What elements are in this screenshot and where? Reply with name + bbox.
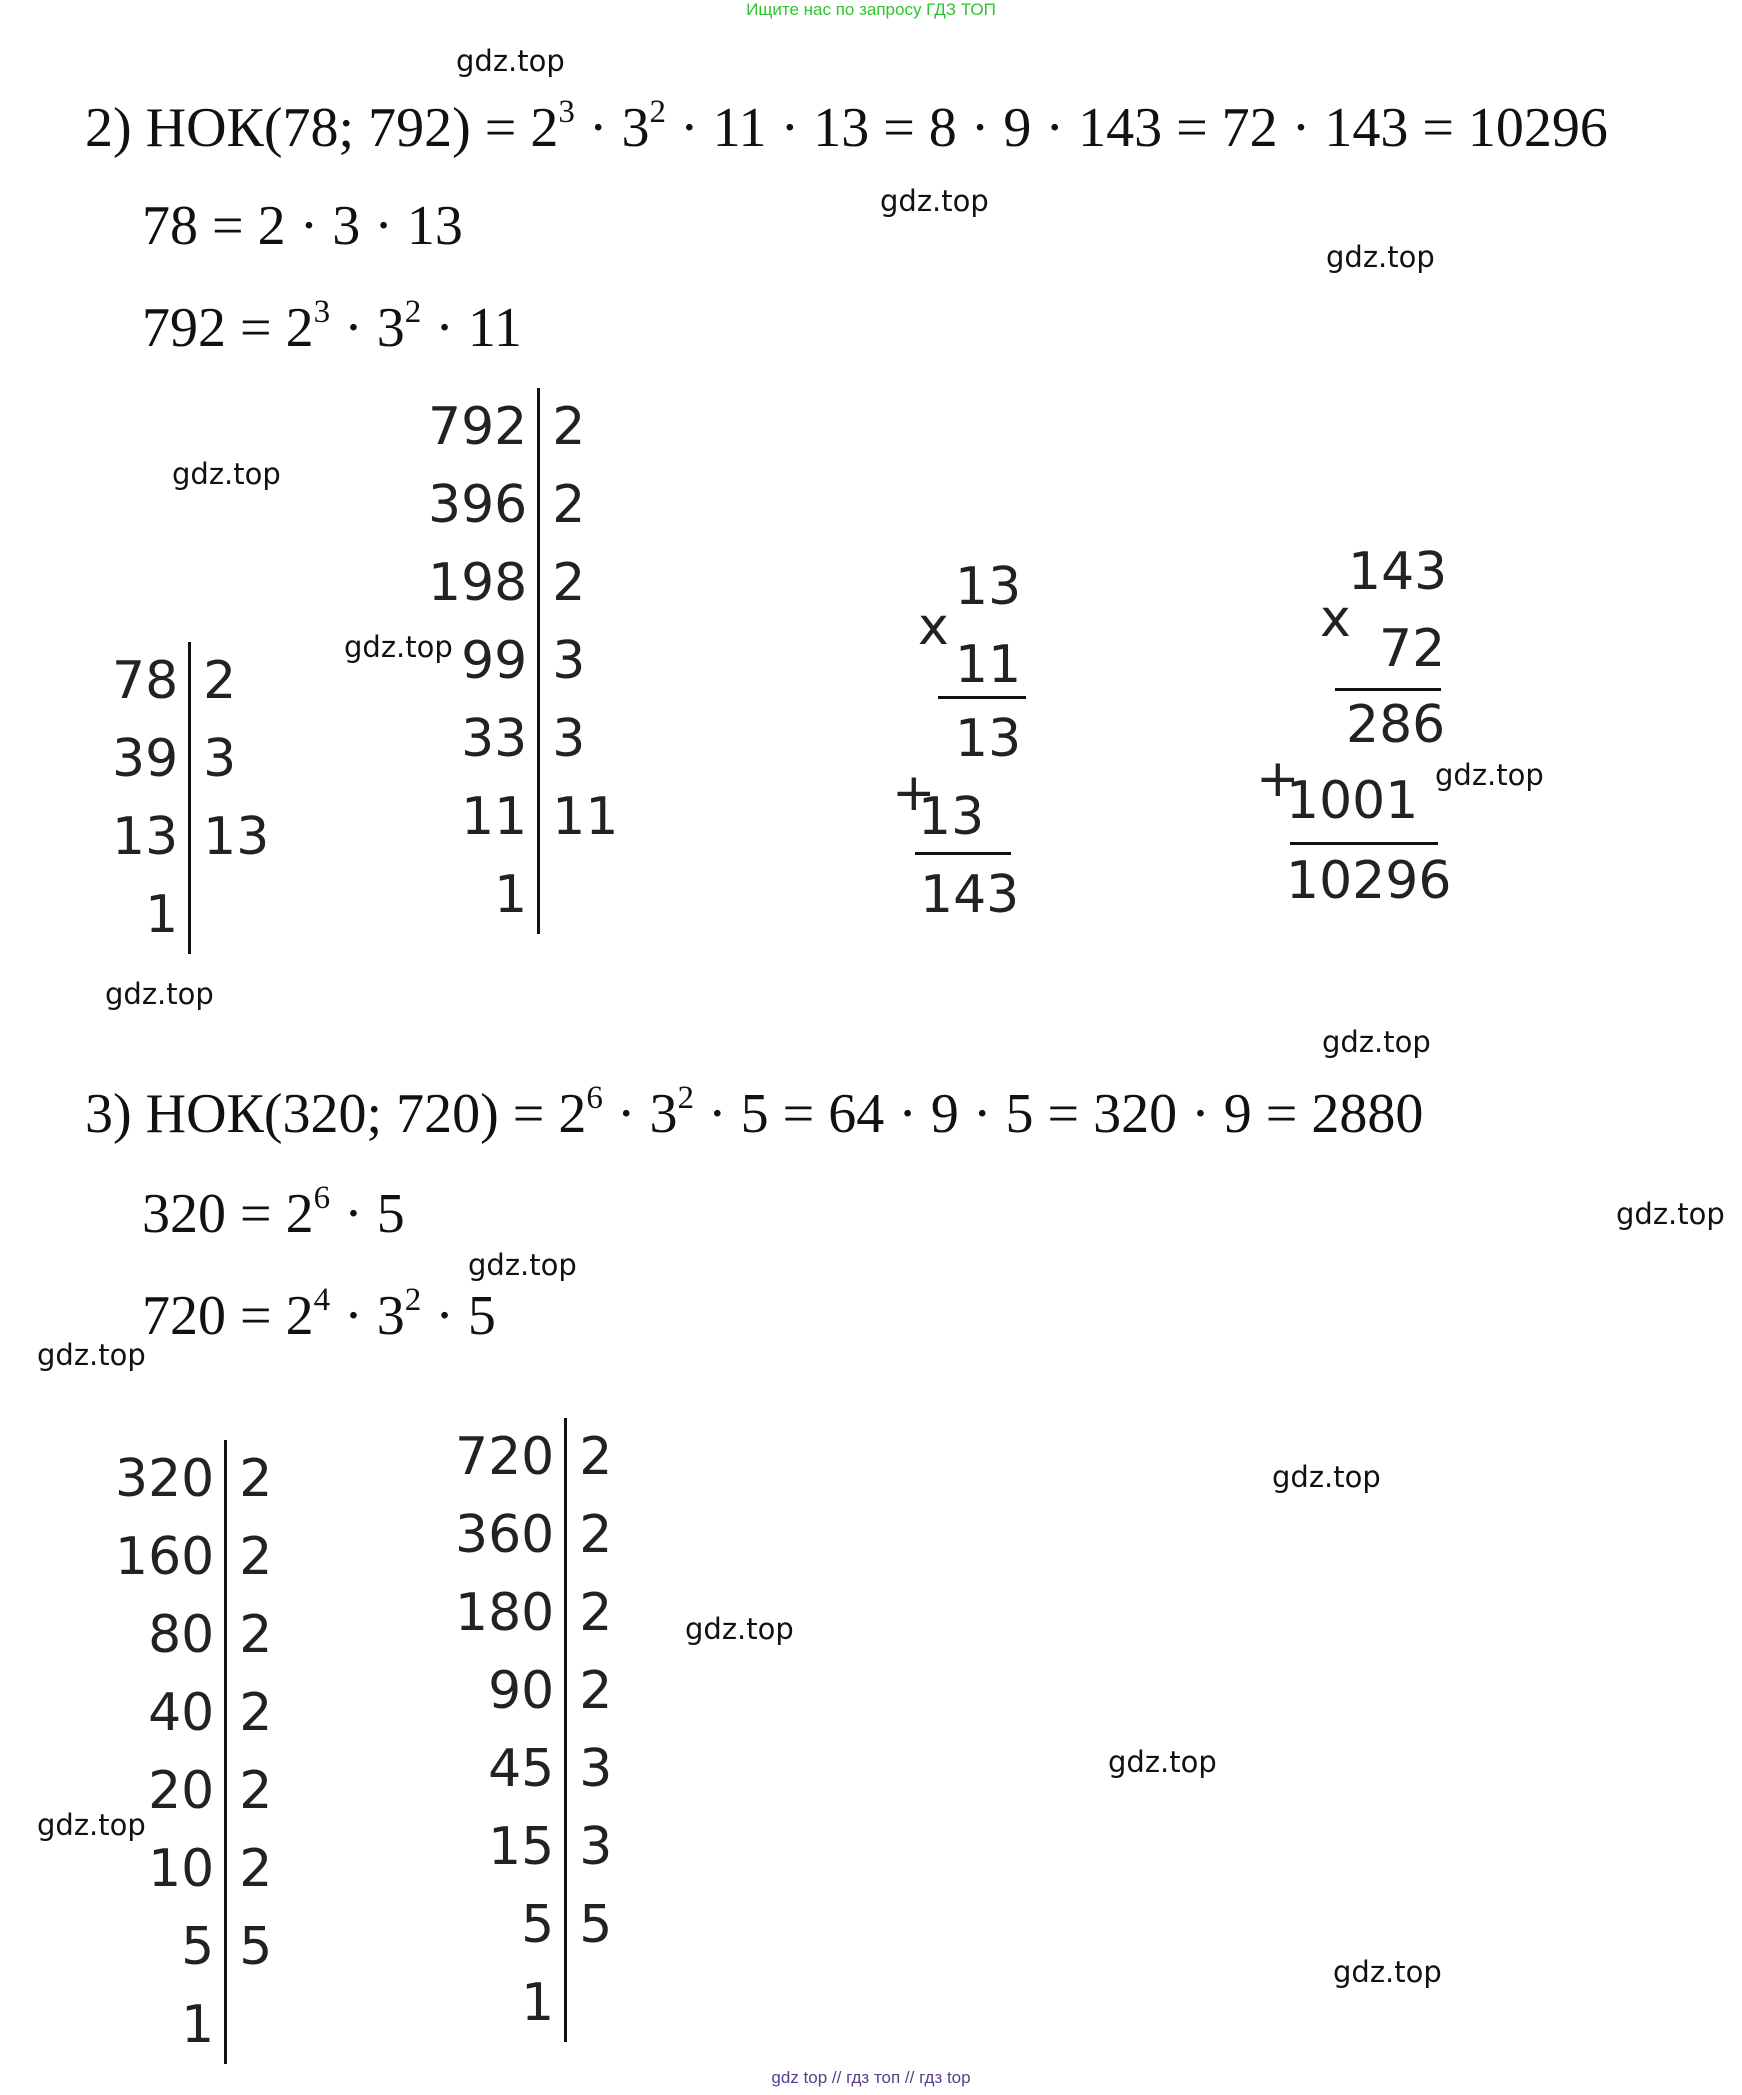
exponent: 3 <box>313 294 331 330</box>
formula-text: · 5 <box>330 1183 405 1245</box>
division-row <box>455 1496 612 1574</box>
prime-factor-cell: 2 <box>552 397 586 457</box>
exponent: 2 <box>649 94 666 130</box>
prime-factor-cell: 2 <box>239 1449 273 1509</box>
prime-factor-cell: 2 <box>579 1661 613 1721</box>
multiply-sign: x <box>918 597 949 657</box>
dividend-cell: 792 <box>428 388 539 466</box>
watermark: gdz.top <box>1322 1025 1431 1059</box>
dividend-cell: 11 <box>428 778 539 856</box>
multiply-sign: x <box>1320 589 1351 649</box>
watermark: gdz.top <box>456 44 565 78</box>
division-row <box>115 1908 272 1986</box>
dividend-cell: 1 <box>112 876 190 954</box>
dividend-cell: 1 <box>455 1964 566 2042</box>
formula-text: 3) НОК(320; 720) = 2 <box>85 1083 587 1145</box>
watermark: gdz.top <box>344 630 453 664</box>
dividend-cell: 45 <box>455 1730 566 1808</box>
prime-factor-cell: 2 <box>239 1761 273 1821</box>
factorization-320 <box>142 1180 405 1246</box>
formula-text: · 5 <box>421 1285 496 1347</box>
dividend-cell: 20 <box>115 1752 226 1830</box>
watermark: gdz.top <box>172 457 281 491</box>
formula-text: 2) НОК(78; 792) = 2 <box>85 97 559 159</box>
formula-text: · 11 · 13 = 8 · 9 · 143 = 72 · 143 = 10296 <box>665 97 1608 159</box>
prime-factor-cell: 2 <box>579 1427 613 1487</box>
exponent: 6 <box>313 1180 331 1216</box>
exponent: 4 <box>313 1282 331 1318</box>
rule-line <box>938 696 1026 699</box>
prime-factor-cell: 2 <box>239 1605 273 1665</box>
dividend-cell: 360 <box>455 1496 566 1574</box>
division-row <box>428 544 618 622</box>
dividend-cell: 90 <box>455 1652 566 1730</box>
division-row <box>115 1440 272 1518</box>
mult2-partial2: 1001 <box>1286 771 1419 831</box>
formula-text: · 3 <box>330 297 405 359</box>
prime-factor-cell: 2 <box>239 1683 273 1743</box>
dividend-cell: 720 <box>455 1418 566 1496</box>
prime-factor-cell <box>539 856 619 934</box>
prime-factor-cell: 2 <box>579 1583 613 1643</box>
watermark: gdz.top <box>1108 1745 1217 1779</box>
division-row <box>455 1886 612 1964</box>
watermark: gdz.top <box>468 1248 577 1282</box>
division-row <box>455 1808 612 1886</box>
prime-factor-cell <box>566 1964 613 2042</box>
division-table-320 <box>115 1440 272 2064</box>
prime-factor-cell: 2 <box>579 1505 613 1565</box>
mult2-partial1: 286 <box>1346 695 1446 755</box>
prime-factor-cell: 5 <box>579 1895 613 1955</box>
exponent: 2 <box>677 1080 694 1116</box>
mult1-bottom: 11 <box>955 635 1022 695</box>
mult2-top: 143 <box>1348 542 1448 602</box>
rule-line <box>915 852 1011 855</box>
dividend-cell: 320 <box>115 1440 226 1518</box>
dividend-cell: 198 <box>428 544 539 622</box>
formula-text: · 3 <box>330 1285 405 1347</box>
dividend-cell: 5 <box>455 1886 566 1964</box>
dividend-cell: 99 <box>428 622 539 700</box>
factorization-78: 78 = 2 · 3 · 13 <box>142 195 463 257</box>
factorization-792 <box>142 294 522 360</box>
factorization-720 <box>142 1282 496 1348</box>
watermark: gdz.top <box>1272 1460 1381 1494</box>
division-row <box>112 642 269 720</box>
division-row <box>455 1418 612 1496</box>
prime-factor-cell: 3 <box>203 729 237 789</box>
dividend-cell: 13 <box>112 798 190 876</box>
footer-links[interactable]: gdz top // гдз топ // гдз top <box>771 2068 971 2087</box>
exponent: 6 <box>586 1080 603 1116</box>
division-row <box>428 388 618 466</box>
formula-text: · 11 <box>421 297 522 359</box>
division-row <box>115 1986 272 2064</box>
division-row <box>455 1964 612 2042</box>
problem2-lcm-formula <box>85 94 1608 160</box>
prime-factor-cell: 13 <box>203 807 270 867</box>
prime-factor-cell <box>226 1986 273 2064</box>
division-row <box>455 1574 612 1652</box>
dividend-cell: 33 <box>428 700 539 778</box>
top-banner[interactable]: Ищите нас по запросу ГДЗ ТОП <box>746 0 996 19</box>
division-row <box>428 700 618 778</box>
exponent: 3 <box>558 94 575 130</box>
division-row <box>112 798 269 876</box>
formula-text: · 3 <box>602 1083 678 1145</box>
mult2-bottom: 72 <box>1379 619 1446 679</box>
dividend-cell: 180 <box>455 1574 566 1652</box>
formula-text: · 5 = 64 · 9 · 5 = 320 · 9 = 2880 <box>693 1083 1424 1145</box>
prime-factor-cell: 2 <box>552 553 586 613</box>
problem3-lcm-formula <box>85 1080 1423 1146</box>
watermark: gdz.top <box>37 1338 146 1372</box>
prime-factor-cell <box>190 876 270 954</box>
mult1-top: 13 <box>955 557 1022 617</box>
prime-factor-cell: 5 <box>239 1917 273 1977</box>
division-table-720 <box>455 1418 612 2042</box>
division-table-792 <box>428 388 618 934</box>
division-row <box>115 1518 272 1596</box>
dividend-cell: 160 <box>115 1518 226 1596</box>
formula-text: 720 = 2 <box>142 1285 314 1347</box>
division-row <box>428 778 618 856</box>
dividend-cell: 1 <box>428 856 539 934</box>
division-row <box>428 856 618 934</box>
dividend-cell: 396 <box>428 466 539 544</box>
dividend-cell: 1 <box>115 1986 226 2064</box>
dividend-cell: 15 <box>455 1808 566 1886</box>
dividend-cell: 40 <box>115 1674 226 1752</box>
watermark: gdz.top <box>880 184 989 218</box>
watermark: gdz.top <box>1333 1955 1442 1989</box>
watermark: gdz.top <box>1616 1197 1725 1231</box>
mult1-partial2: 13 <box>918 787 985 847</box>
prime-factor-cell: 3 <box>579 1817 613 1877</box>
dividend-cell: 78 <box>112 642 190 720</box>
dividend-cell: 10 <box>115 1830 226 1908</box>
division-row <box>428 466 618 544</box>
division-row <box>115 1596 272 1674</box>
prime-factor-cell: 3 <box>552 709 586 769</box>
division-row <box>112 876 269 954</box>
prime-factor-cell: 3 <box>579 1739 613 1799</box>
prime-factor-cell: 3 <box>552 631 586 691</box>
formula-text: · 3 <box>574 97 650 159</box>
division-row <box>455 1652 612 1730</box>
watermark: gdz.top <box>1435 758 1544 792</box>
dividend-cell: 80 <box>115 1596 226 1674</box>
dividend-cell: 39 <box>112 720 190 798</box>
division-table-78 <box>112 642 269 954</box>
dividend-cell: 5 <box>115 1908 226 1986</box>
division-row <box>455 1730 612 1808</box>
exponent: 2 <box>404 294 422 330</box>
prime-factor-cell: 2 <box>552 475 586 535</box>
prime-factor-cell: 2 <box>203 651 237 711</box>
plus-sign: + <box>1256 749 1300 809</box>
watermark: gdz.top <box>37 1808 146 1842</box>
division-row <box>115 1674 272 1752</box>
division-row <box>112 720 269 798</box>
division-row <box>428 622 618 700</box>
mult1-partial1: 13 <box>955 709 1022 769</box>
mult2-result: 10296 <box>1286 851 1452 911</box>
prime-factor-cell: 2 <box>239 1839 273 1899</box>
mult1-result: 143 <box>920 865 1020 925</box>
watermark: gdz.top <box>1326 240 1435 274</box>
plus-sign: + <box>892 763 936 823</box>
watermark: gdz.top <box>105 977 214 1011</box>
formula-text: 792 = 2 <box>142 297 314 359</box>
prime-factor-cell: 11 <box>552 787 619 847</box>
formula-text: 320 = 2 <box>142 1183 314 1245</box>
division-row <box>115 1752 272 1830</box>
division-row <box>115 1830 272 1908</box>
exponent: 2 <box>404 1282 422 1318</box>
prime-factor-cell: 2 <box>239 1527 273 1587</box>
watermark: gdz.top <box>685 1612 794 1646</box>
